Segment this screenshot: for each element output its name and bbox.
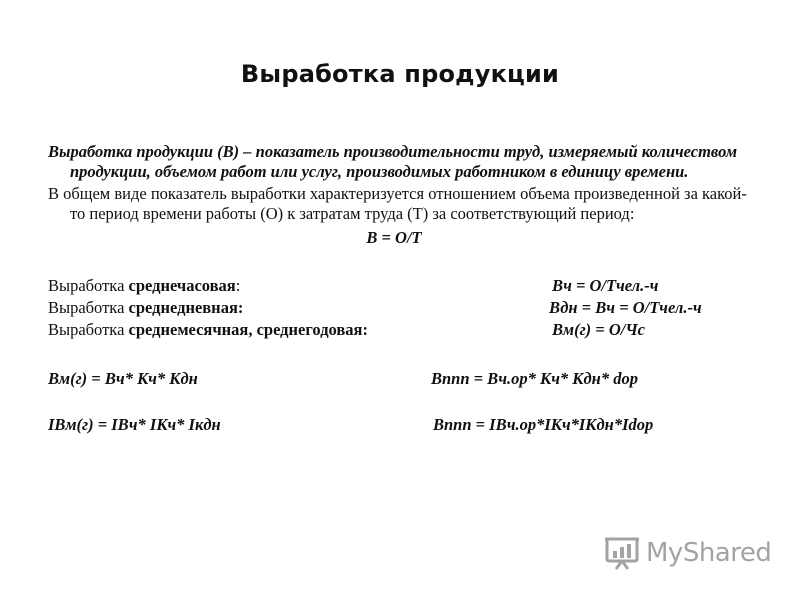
row-suffix: : [235, 276, 241, 295]
page-title: Выработка продукции [240, 60, 560, 88]
row-formula: Вч = О/Тчел.-ч [552, 276, 659, 295]
row-prefix: Выработка [48, 276, 129, 295]
row-prefix: Выработка [48, 298, 129, 317]
row-prefix: Выработка [48, 320, 129, 339]
formula-line-2 [48, 415, 748, 437]
formula-left: IВм(г) = IВч* IКч* Iкдн [48, 415, 221, 434]
output-row-daily [48, 298, 748, 320]
row-formula: Вм(г) = О/Чс [552, 320, 645, 339]
row-type: среднечасовая [128, 276, 236, 295]
row-formula: Вдн = Вч = О/Тчел.-ч [549, 298, 702, 317]
formula-right: Вппп = Вч.ор* Кч* Кдн* dор [431, 369, 638, 388]
output-row-hourly [48, 276, 748, 298]
general-paragraph: В общем виде показатель выработки характеризуется отношением объема произведенной за какой-то период времени работы (О) к затратам труда (Т) за соответствующий период: [48, 184, 747, 223]
formula-line-1 [48, 369, 748, 391]
row-type: среднемесячная, среднегодовая: [128, 320, 368, 339]
row-type: среднедневная: [128, 298, 244, 317]
presentation-board-icon [604, 535, 642, 571]
slide-body [48, 142, 748, 437]
formula-left: Вм(г) = Вч* Кч* Кдн [48, 369, 198, 388]
output-types-list [48, 276, 748, 342]
watermark-text: MyShared [646, 538, 772, 568]
definition-paragraph: Выработка продукции (В) – показатель производительности труд, измеряемый количеством продукции, объемом работ или услуг, производимых работником в единицу времени. [48, 142, 737, 181]
output-row-monthly-annual [48, 320, 748, 342]
main-formula: В = О/Т [366, 228, 422, 247]
formula-right: Вппп = IВч.ор*IКч*IКдн*Idор [433, 415, 654, 434]
myshared-watermark [604, 533, 771, 573]
